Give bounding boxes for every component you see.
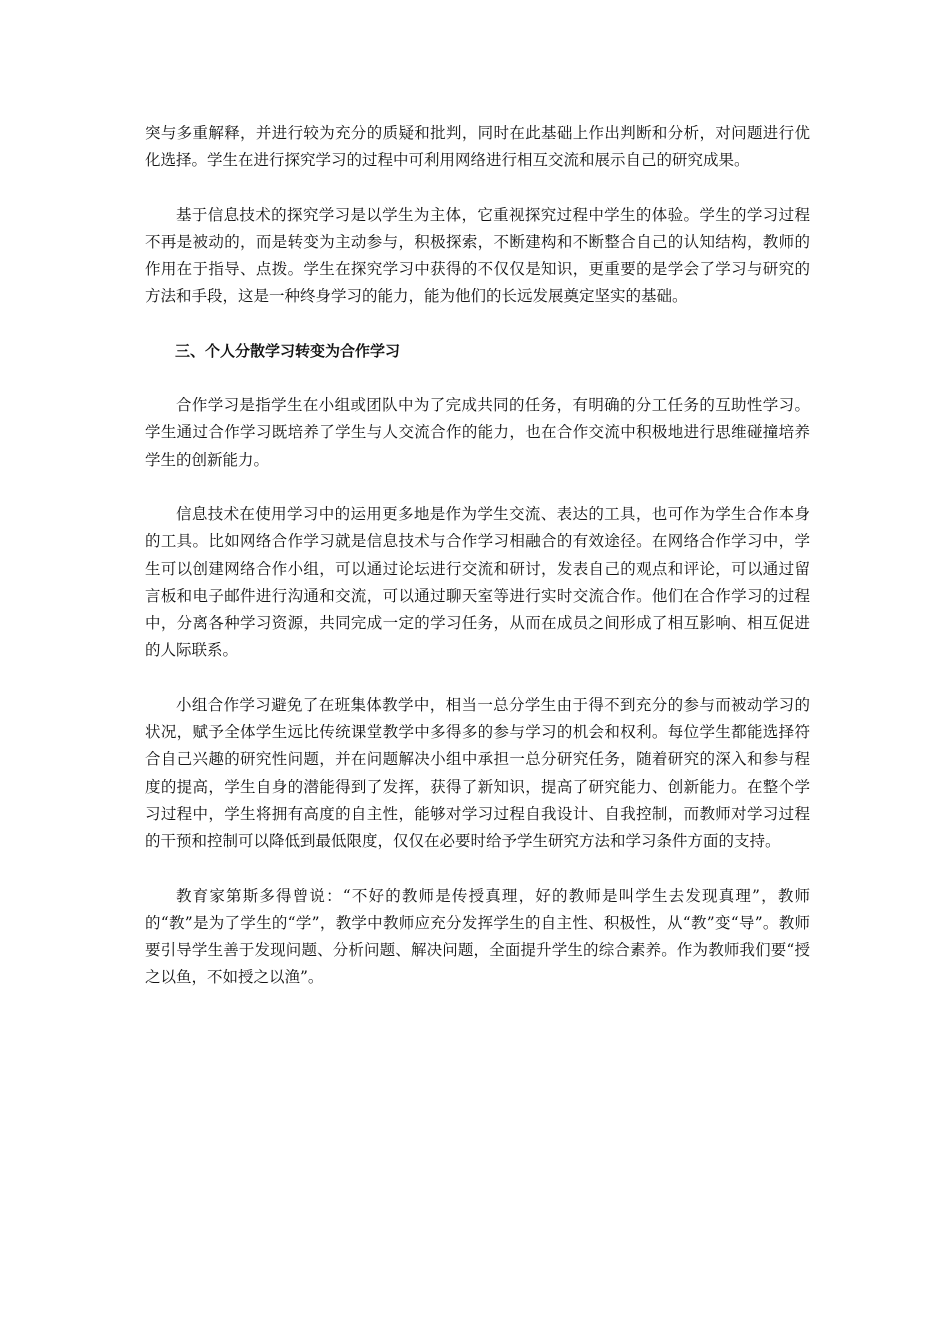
paragraph-inquiry-learning: 基于信息技术的探究学习是以学生为主体，它重视探究过程中学生的体验。学生的学习过程不再是被动的，而是转变为主动参与，积极探索，不断建构和不断整合自己的认知结构，教师的作用在于指导、点拨。学生在探究学习中获得的不仅仅是知识，更重要的是学会了学习与研究的方法和手段，这是一种终身学习的能力，能为他们的长远发展奠定坚实的基础。 [145, 205, 810, 306]
paragraph-continuation: 突与多重解释，并进行较为充分的质疑和批判，同时在此基础上作出判断和分析，对问题进行优化选择。学生在进行探究学习的过程中可利用网络进行相互交流和展示自己的研究成果。 [145, 124, 810, 170]
section-heading: 三、个人分散学习转变为合作学习 [175, 341, 401, 360]
paragraph-cooperative-definition: 合作学习是指学生在小组或团队中为了完成共同的任务，有明确的分工任务的互助性学习。学生通过合作学习既培养了学生与人交流合作的能力，也在合作交流中积极地进行思维碰撞培养学生的创新能力。 [145, 396, 810, 469]
document-page [145, 120, 810, 1019]
paragraph-group-learning: 小组合作学习避免了在班集体教学中，相当一总分学生由于得不到充分的参与而被动学习的状况，赋予全体学生远比传统课堂教学中多得多的参与学习的机会和权利。每位学生都能选择符合自己兴趣的研究性问题，并在问题解决小组中承担一总分研究任务，随着研究的深入和参与程度的提高，学生自身的潜能得到了发挥，获得了新知识，提高了研究能力、创新能力。在整个学习过程中，学生将拥有高度的自主性，能够对学习过程自我设计、自我控制，而教师对学习过程的干预和控制可以降低到最低限度，仅仅在必要时给予学生研究方法和学习条件方面的支持。 [145, 695, 810, 851]
paragraph-educator-quote: 教育家第斯多得曾说：“不好的教师是传授真理，好的教师是叫学生去发现真理”，教师的“教”是为了学生的“学”，教学中教师应充分发挥学生的自主性、积极性，从“教”变“导”。教师要引导学生善于发现问题、分析问题、解决问题，全面提升学生的综合素养。作为教师我们要“授之以鱼，不如授之以渔”。 [145, 886, 810, 987]
paragraph-network-cooperation: 信息技术在使用学习中的运用更多地是作为学生交流、表达的工具，也可作为学生合作本身的工具。比如网络合作学习就是信息技术与合作学习相融合的有效途径。在网络合作学习中，学生可以创建网络合作小组，可以通过论坛进行交流和研讨，发表自己的观点和评论，可以通过留言板和电子邮件进行沟通和交流，可以通过聊天室等进行实时交流合作。他们在合作学习的过程中，分离各种学习资源，共同完成一定的学习任务，从而在成员之间形成了相互影响、相互促进的人际联系。 [145, 504, 810, 660]
